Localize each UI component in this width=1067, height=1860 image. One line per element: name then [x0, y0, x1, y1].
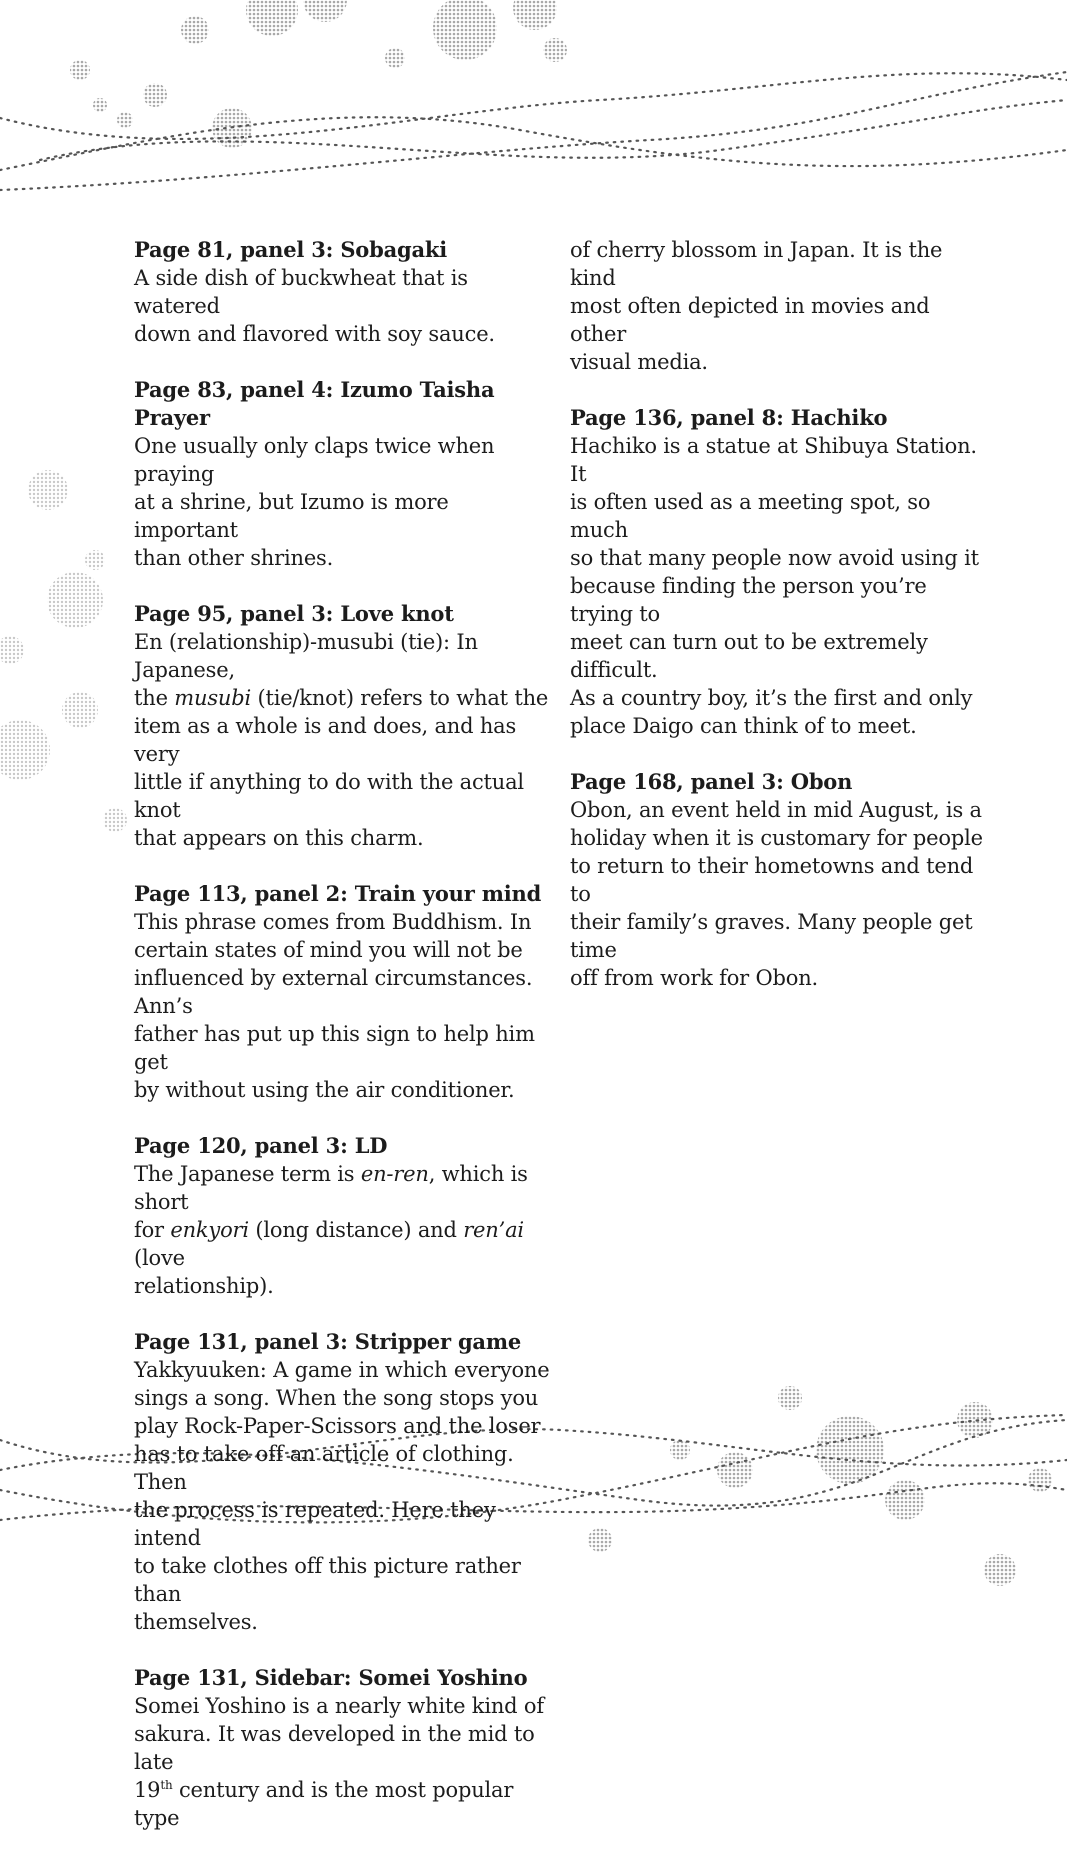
italic-term: en-ren — [360, 1162, 429, 1186]
dotted-wave-line — [40, 100, 1067, 160]
entry-title: Page 81, panel 3: Sobagaki — [134, 237, 447, 262]
body-text: (tie/knot) refers to what the item as a whole is and does, and has very little if anything to do with the actual knot that appears on this charm. — [134, 686, 549, 850]
glossary-entry — [134, 600, 554, 852]
entry-body — [134, 628, 554, 852]
body-text: Somei Yoshino is a nearly white kind of sakura. It was developed in the mid to late 19 — [134, 1694, 544, 1802]
italic-term: ren’ai — [463, 1218, 524, 1242]
entry-body — [134, 432, 554, 572]
body-text: (long distance) and — [248, 1218, 464, 1242]
entry-title: Page 136, panel 8: Hachiko — [570, 405, 888, 430]
glossary-entry — [134, 1664, 554, 1832]
left-column — [134, 236, 554, 1860]
italic-term: musubi — [174, 686, 251, 710]
right-column — [570, 236, 990, 1020]
entry-body — [570, 432, 990, 740]
dotted-wave-line — [0, 72, 1067, 190]
entry-title: Page 131, Sidebar: Somei Yoshino — [134, 1665, 528, 1690]
body-text: One usually only claps twice when praying at a shrine, but Izumo is more important than other shrines. — [134, 434, 495, 570]
superscript: th — [160, 1778, 173, 1792]
entry-title: Page 83, panel 4: Izumo Taisha Prayer — [134, 377, 495, 430]
body-text: (love relationship). — [134, 1246, 274, 1298]
body-text: century and is the most popular type — [134, 1778, 514, 1830]
glossary-entry — [570, 236, 990, 376]
glossary-entry — [134, 376, 554, 572]
entry-body — [134, 1356, 554, 1636]
dotted-wave-line — [0, 117, 1067, 170]
body-text: A side dish of buckwheat that is watered down and flavored with soy sauce. — [134, 266, 495, 346]
entry-title: Page 131, panel 3: Stripper game — [134, 1329, 522, 1354]
entry-body — [570, 796, 990, 992]
body-text: of cherry blossom in Japan. It is the kind most often depicted in movies and other visual media. — [570, 238, 943, 374]
entry-title: Page 95, panel 3: Love knot — [134, 601, 454, 626]
entry-body — [134, 908, 554, 1104]
body-text: The Japanese term is — [134, 1162, 361, 1186]
glossary-entry — [134, 1328, 554, 1636]
entry-title: Page 113, panel 2: Train your mind — [134, 881, 542, 906]
entry-body — [134, 1692, 554, 1832]
italic-term: enkyori — [170, 1218, 249, 1242]
dotted-wave-line — [0, 73, 1067, 139]
body-text: Obon, an event held in mid August, is a holiday when it is customary for people to return to their hometowns and tend to their family’s graves. Many people get time off from work for Obon. — [570, 798, 983, 990]
body-text: En (relationship)-musubi (tie): In Japanese, the — [134, 630, 478, 710]
glossary-entry — [134, 1132, 554, 1300]
glossary-entry — [570, 768, 990, 992]
entry-title: Page 120, panel 3: LD — [134, 1133, 388, 1158]
glossary-entry — [134, 236, 554, 348]
body-text: , which is short for — [134, 1162, 528, 1242]
entry-title: Page 168, panel 3: Obon — [570, 769, 853, 794]
entry-body — [134, 1160, 554, 1300]
body-text: Yakkyuuken: A game in which everyone sings a song. When the song stops you play Rock-Paper-Scissors and the loser has to take off an article of clothing. Then the process is repeated. Here they intend to take clothes off this picture rather than themselves. — [134, 1358, 550, 1634]
glossary-entry — [134, 880, 554, 1104]
entry-body — [134, 264, 554, 348]
body-text: Hachiko is a statue at Shibuya Station. It is often used as a meeting spot, so much so that many people now avoid using it because finding the person you’re trying to meet can turn out to be extremely difficult. As a country boy, it’s the first and only place Daigo can think of to meet. — [570, 434, 979, 738]
top-halftone-decoration — [0, 0, 1067, 220]
glossary-entry — [570, 404, 990, 740]
entry-body — [570, 236, 990, 376]
body-text: This phrase comes from Buddhism. In certain states of mind you will not be influenced by external circumstances. Ann’s father has put up this sign to help him get by without using the air conditioner. — [134, 910, 535, 1102]
